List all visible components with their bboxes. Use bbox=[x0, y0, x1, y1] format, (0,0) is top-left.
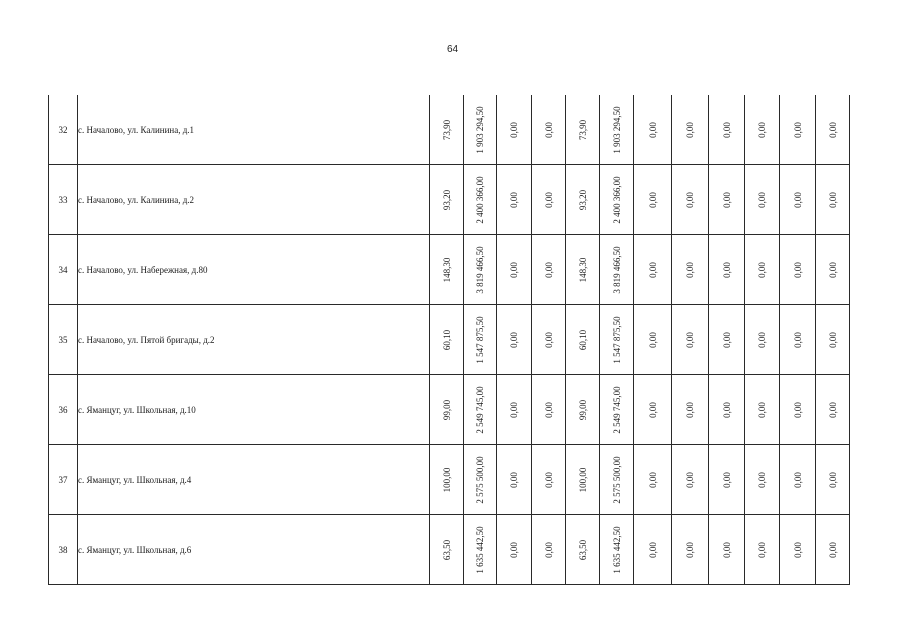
cost-purchase: 3 819 466,50 bbox=[600, 235, 634, 305]
row-number: 36 bbox=[49, 375, 78, 445]
value-col-8: 0,00 bbox=[672, 375, 709, 445]
area-emergency: 0,00 bbox=[497, 375, 532, 445]
value-col-11: 0,00 bbox=[780, 305, 816, 375]
value-col-11: 0,00 bbox=[780, 515, 816, 585]
value-col-7: 0,00 bbox=[634, 305, 672, 375]
cost-emergency: 0,00 bbox=[532, 375, 566, 445]
cost-purchase: 1 635 442,50 bbox=[600, 515, 634, 585]
value-col-10: 0,00 bbox=[745, 305, 780, 375]
value-col-12: 0,00 bbox=[816, 235, 850, 305]
cost-emergency: 0,00 bbox=[532, 165, 566, 235]
table-row bbox=[49, 235, 850, 305]
area-total: 63,50 bbox=[430, 515, 464, 585]
area-emergency: 0,00 bbox=[497, 515, 532, 585]
row-number: 32 bbox=[49, 95, 78, 165]
value-col-7: 0,00 bbox=[634, 375, 672, 445]
area-emergency: 0,00 bbox=[497, 235, 532, 305]
row-number: 38 bbox=[49, 515, 78, 585]
cost-emergency: 0,00 bbox=[532, 445, 566, 515]
value-col-10: 0,00 bbox=[745, 235, 780, 305]
table-row bbox=[49, 95, 850, 165]
area-purchase: 73,90 bbox=[566, 95, 600, 165]
row-number: 33 bbox=[49, 165, 78, 235]
area-emergency: 0,00 bbox=[497, 305, 532, 375]
area-emergency: 0,00 bbox=[497, 95, 532, 165]
cost-emergency: 0,00 bbox=[532, 235, 566, 305]
cost-purchase: 1 903 294,50 bbox=[600, 95, 634, 165]
table-row bbox=[49, 445, 850, 515]
value-col-12: 0,00 bbox=[816, 515, 850, 585]
value-col-8: 0,00 bbox=[672, 95, 709, 165]
area-purchase: 100,00 bbox=[566, 445, 600, 515]
register-table bbox=[48, 95, 850, 585]
value-col-12: 0,00 bbox=[816, 165, 850, 235]
cost-total: 1 547 875,50 bbox=[464, 305, 497, 375]
value-col-9: 0,00 bbox=[709, 515, 745, 585]
area-total: 60,10 bbox=[430, 305, 464, 375]
value-col-9: 0,00 bbox=[709, 445, 745, 515]
area-purchase: 63,50 bbox=[566, 515, 600, 585]
row-number: 34 bbox=[49, 235, 78, 305]
area-total: 148,30 bbox=[430, 235, 464, 305]
value-col-10: 0,00 bbox=[745, 445, 780, 515]
value-col-12: 0,00 bbox=[816, 95, 850, 165]
value-col-11: 0,00 bbox=[780, 375, 816, 445]
table-body bbox=[49, 95, 850, 585]
cost-purchase: 2 549 745,00 bbox=[600, 375, 634, 445]
table-row bbox=[49, 305, 850, 375]
value-col-7: 0,00 bbox=[634, 515, 672, 585]
value-col-12: 0,00 bbox=[816, 445, 850, 515]
area-emergency: 0,00 bbox=[497, 445, 532, 515]
value-col-7: 0,00 bbox=[634, 95, 672, 165]
table-row bbox=[49, 165, 850, 235]
value-col-9: 0,00 bbox=[709, 95, 745, 165]
value-col-9: 0,00 bbox=[709, 375, 745, 445]
value-col-9: 0,00 bbox=[709, 235, 745, 305]
value-col-10: 0,00 bbox=[745, 375, 780, 445]
value-col-7: 0,00 bbox=[634, 235, 672, 305]
page-number: 64 bbox=[446, 44, 459, 55]
area-total: 100,00 bbox=[430, 445, 464, 515]
cost-purchase: 2 400 366,00 bbox=[600, 165, 634, 235]
value-col-10: 0,00 bbox=[745, 95, 780, 165]
table-row bbox=[49, 375, 850, 445]
table-row bbox=[49, 515, 850, 585]
cost-emergency: 0,00 bbox=[532, 305, 566, 375]
cost-emergency: 0,00 bbox=[532, 515, 566, 585]
value-col-7: 0,00 bbox=[634, 165, 672, 235]
area-purchase: 93,20 bbox=[566, 165, 600, 235]
row-number: 37 bbox=[49, 445, 78, 515]
row-address: с. Яманцуг, ул. Школьная, д.4 bbox=[78, 445, 430, 515]
area-emergency: 0,00 bbox=[497, 165, 532, 235]
cost-total: 2 575 500,00 bbox=[464, 445, 497, 515]
cost-total: 3 819 466,50 bbox=[464, 235, 497, 305]
value-col-11: 0,00 bbox=[780, 95, 816, 165]
value-col-8: 0,00 bbox=[672, 235, 709, 305]
cost-total: 2 400 366,00 bbox=[464, 165, 497, 235]
value-col-8: 0,00 bbox=[672, 445, 709, 515]
row-address: с. Началово, ул. Пятой бригады, д.2 bbox=[78, 305, 430, 375]
value-col-11: 0,00 bbox=[780, 165, 816, 235]
row-address: с. Началово, ул. Набережная, д.80 bbox=[78, 235, 430, 305]
cost-total: 1 903 294,50 bbox=[464, 95, 497, 165]
cost-total: 1 635 442,50 bbox=[464, 515, 497, 585]
value-col-9: 0,00 bbox=[709, 305, 745, 375]
row-address: с. Яманцуг, ул. Школьная, д.10 bbox=[78, 375, 430, 445]
row-address: с. Началово, ул. Калинина, д.1 bbox=[78, 95, 430, 165]
cost-emergency: 0,00 bbox=[532, 95, 566, 165]
value-col-8: 0,00 bbox=[672, 305, 709, 375]
value-col-11: 0,00 bbox=[780, 235, 816, 305]
value-col-10: 0,00 bbox=[745, 165, 780, 235]
row-address: с. Началово, ул. Калинина, д.2 bbox=[78, 165, 430, 235]
area-purchase: 148,30 bbox=[566, 235, 600, 305]
cost-purchase: 1 547 875,50 bbox=[600, 305, 634, 375]
value-col-12: 0,00 bbox=[816, 305, 850, 375]
cost-purchase: 2 575 500,00 bbox=[600, 445, 634, 515]
value-col-7: 0,00 bbox=[634, 445, 672, 515]
value-col-11: 0,00 bbox=[780, 445, 816, 515]
area-total: 73,90 bbox=[430, 95, 464, 165]
value-col-8: 0,00 bbox=[672, 165, 709, 235]
area-purchase: 99,00 bbox=[566, 375, 600, 445]
value-col-12: 0,00 bbox=[816, 375, 850, 445]
area-total: 99,00 bbox=[430, 375, 464, 445]
area-purchase: 60,10 bbox=[566, 305, 600, 375]
row-number: 35 bbox=[49, 305, 78, 375]
value-col-10: 0,00 bbox=[745, 515, 780, 585]
cost-total: 2 549 745,00 bbox=[464, 375, 497, 445]
area-total: 93,20 bbox=[430, 165, 464, 235]
value-col-9: 0,00 bbox=[709, 165, 745, 235]
row-address: с. Яманцуг, ул. Школьная, д.6 bbox=[78, 515, 430, 585]
value-col-8: 0,00 bbox=[672, 515, 709, 585]
